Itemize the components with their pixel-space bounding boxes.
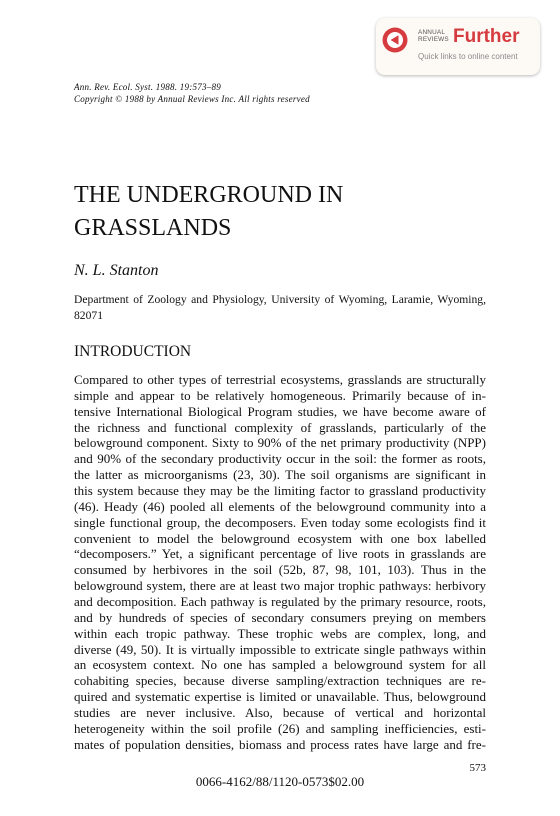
article-title bbox=[74, 179, 343, 245]
badge-annual-label: ANNUAL bbox=[418, 29, 446, 36]
body-line: consumed by herbivores in the soil (52b, 87, 98, 101, 103). Thus in the bbox=[74, 562, 486, 578]
body-line: (46). Heady (46) pooled all elements of the belowground community into a bbox=[74, 498, 486, 514]
journal-citation-line: Ann. Rev. Ecol. Syst. 1988. 19:573–89 bbox=[74, 82, 222, 92]
footer-price-code: 0066-4162/88/1120-0573$02.00 bbox=[195, 774, 365, 789]
body-line: convenient to model the belowground ecosystem with one box labelled bbox=[74, 530, 486, 546]
body-line: and by hundreds of species of secondary consumers preying on members bbox=[74, 609, 486, 625]
body-line: this system because they may be the limiting factor to grassland productivity bbox=[74, 483, 486, 499]
body-line: belowground system, there are at least two major trophic pathways: herbivory bbox=[74, 578, 486, 594]
body-line: belowground component. Sixty to 90% of the net primary productivity (NPP) bbox=[74, 435, 486, 451]
badge-tagline: Quick links to online content bbox=[418, 52, 518, 61]
body-line: the latter as microorganisms (23, 30). The soil organisms are significant in bbox=[74, 467, 486, 483]
body-line: quired and systematic expertise is limited or unavailable. Thus, belowground bbox=[74, 689, 486, 705]
citation-block bbox=[74, 81, 310, 105]
affiliation-line: Department of Zoology and Physiology, University of Wyoming, Laramie, Wyoming, bbox=[74, 293, 486, 306]
title-line: GRASSLANDS bbox=[74, 215, 232, 241]
body-line: studies are never inclusive. Also, because of vertical and horizontal bbox=[74, 705, 486, 721]
body-line: and decomposition. Each pathway is regulated by the primary resource, roots, bbox=[74, 594, 486, 610]
badge-reviews-label: REVIEWS bbox=[418, 36, 449, 43]
body-line: tensive International Biological Program studies, we have become aware of bbox=[74, 403, 486, 419]
page-number: 573 bbox=[469, 762, 486, 774]
badge-further-label: Further bbox=[453, 26, 520, 47]
body-paragraph bbox=[74, 372, 486, 753]
body-line: simple and appear to be relatively homogeneous. Primarily because of in- bbox=[74, 387, 486, 403]
title-line: THE UNDERGROUND IN bbox=[74, 182, 344, 208]
author-affiliation bbox=[74, 292, 486, 324]
author-name: N. L. Stanton bbox=[74, 262, 159, 279]
body-line: the richness and functional complexity of grasslands, particularly of the bbox=[74, 419, 486, 435]
body-line: within each tropic pathway. These trophic webs are complex, long, and bbox=[74, 625, 486, 641]
body-line: heterogeneity within the soil profile (26) and sampling inefficiencies, esti- bbox=[74, 720, 486, 736]
further-links-badge[interactable] bbox=[376, 18, 540, 75]
body-line: single functional group, the decomposers. Even today some ecologists find it bbox=[74, 514, 486, 530]
body-line: diverse (49, 50). It is virtually impossible to extricate single pathways within bbox=[74, 641, 486, 657]
body-line: mates of population densities, biomass and process rates have large and fre- bbox=[74, 736, 486, 752]
body-line: cohabiting species, because diverse sampling/extraction techniques are re- bbox=[74, 673, 486, 689]
copyright-line: Copyright © 1988 by Annual Reviews Inc. All rights reserved bbox=[74, 94, 310, 104]
section-heading: INTRODUCTION bbox=[74, 343, 192, 360]
body-line: and 90% of the secondary productivity occur in the soil: the former as roots, bbox=[74, 451, 486, 467]
body-line: Compared to other types of terrestrial ecosystems, grasslands are structurally bbox=[74, 372, 486, 387]
back-arrow-circle-icon bbox=[382, 27, 408, 53]
body-line: an ecosystem context. No one has sampled a belowground system for all bbox=[74, 657, 486, 673]
body-line: “decomposers.” Yet, a significant percentage of live roots in grasslands are bbox=[74, 546, 486, 562]
affiliation-line: 82071 bbox=[74, 309, 103, 322]
